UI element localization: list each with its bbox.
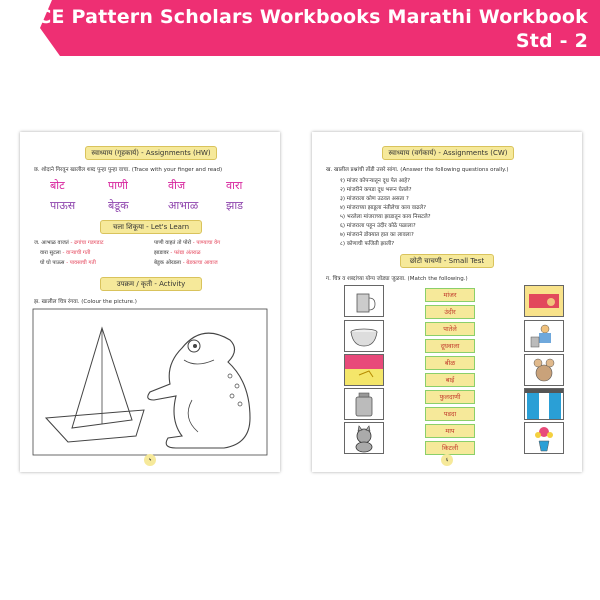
question-item: ३) मांजराला कोण उठवत असता ? (340, 196, 409, 202)
page-number: ५ (144, 454, 156, 466)
learn-meaning: - पावसाची गती (66, 260, 96, 266)
picture-flower-vase (524, 422, 564, 454)
workbook-page-left (20, 132, 280, 472)
learn-phrase: घो घो पाऊस (40, 260, 65, 266)
word-choice[interactable]: फुलदाणी (425, 390, 475, 404)
learn-meaning: - पाण्याचा वेग (192, 240, 221, 246)
word-choice[interactable]: बाई (425, 373, 475, 387)
trace-word: वारा (226, 179, 243, 192)
question-jha: झ. खालील चित्र रंगवा. (Colour the picture.) (34, 299, 137, 305)
trace-word: बोट (50, 179, 65, 192)
word-choice[interactable]: किटली (425, 441, 475, 455)
cw-heading: स्वाध्याय (वर्गकार्य) - Assignments (CW) (382, 146, 514, 160)
picture-milk-can (344, 388, 384, 420)
picture-woman (524, 285, 564, 317)
workbook-page-right (312, 132, 582, 472)
picture-cat (344, 422, 384, 454)
banner-subtitle: Std - 2 (515, 30, 588, 52)
picture-curtain (524, 388, 564, 420)
word-choice[interactable]: पडदा (425, 407, 475, 421)
test-heading: छोटी चाचणी - Small Test (400, 254, 494, 268)
picture-measuring-cup (344, 285, 384, 317)
learn-phrase: झाडावर (154, 250, 169, 256)
title-banner (0, 0, 600, 60)
trace-word: झाड (226, 199, 244, 212)
trace-word: वीज (168, 179, 186, 192)
question-cha: छ. शोदाने गिरवून खालील शब्द पुन्हा पुन्हा वाचा. (Trace with your finger and read) (34, 167, 223, 173)
word-choice[interactable]: दूधवाला (425, 339, 475, 353)
trace-word: बेडूक (108, 199, 129, 212)
learn-meaning: - बेडकाचा आवाज (182, 260, 218, 266)
learn-meaning: - फांद्या अंतराळ (170, 250, 201, 256)
trace-word: पाऊस (50, 199, 76, 212)
banner-title: CCE Pattern Scholars Workbooks Marathi Workbook (23, 6, 588, 28)
word-choice[interactable]: मांजर (425, 288, 475, 302)
trace-word: पाणी (108, 179, 128, 192)
word-choice[interactable]: बीळ (425, 356, 475, 370)
picture-cloth (344, 354, 384, 386)
trace-word: आभाळ (168, 199, 199, 212)
learn-phrase: ज. आभाळ वाजतं (34, 240, 69, 246)
question-item: ७) मांजराने डोक्यात हात का लावला? (340, 232, 414, 238)
picture-pot (344, 320, 384, 352)
question-item: १) मांजर कोपऱ्यातून दूध पेत आहे? (340, 178, 411, 184)
learn-meaning: - वाऱ्याची गती (62, 250, 91, 256)
question-item: ५) भरलेला मांजराच्या झाडातून काय निसटले? (340, 214, 431, 220)
learn-row (40, 258, 96, 266)
hw-heading: स्वाध्याय (गृहकार्य) - Assignments (HW) (85, 146, 217, 160)
question-item: २) मांजरीने कपडा दूध भरून घेतले? (340, 187, 412, 193)
page-number: ६ (441, 454, 453, 466)
learn-meaning: - ढगांचा गडगडाट (70, 240, 104, 246)
question-ga: ग. चित्र व शब्दांच्या योग्य जोड्या जुळवा. (Match the following.) (326, 276, 468, 282)
learn-row (154, 238, 220, 246)
word-choice[interactable]: माप (425, 424, 475, 438)
learn-row (154, 248, 200, 256)
learn-row (34, 238, 104, 246)
learn-row (154, 258, 218, 266)
question-kha: ख. खालील प्रश्नांची तोंडी उत्तरे सांगा. (Answer the following questions orally.) (326, 167, 509, 173)
picture-mouse (524, 354, 564, 386)
word-choice[interactable]: पातेले (425, 322, 475, 336)
activity-heading: उपक्रम / कृती - Activity (100, 277, 202, 291)
question-item: ४) मांजराच्या झाडूला नंतीलेचा काय वाढले? (340, 205, 427, 211)
picture-milkman (524, 320, 564, 352)
learn-heading: चला शिकूया - Let's Learn (100, 220, 202, 234)
learn-phrase: वारा सुटला (40, 250, 61, 256)
learn-phrase: पाणी वाहतं तो पोरो (154, 240, 192, 246)
learn-phrase: बेडूक ओरडला (154, 260, 181, 266)
question-item: ६) मांजराला पहून उंदीर कोठे पळाला? (340, 223, 416, 229)
learn-row (40, 248, 90, 256)
colouring-picture (32, 308, 268, 456)
question-item: ८) कोणाची फजिती झाली? (340, 241, 395, 247)
word-choice[interactable]: उंदीर (425, 305, 475, 319)
